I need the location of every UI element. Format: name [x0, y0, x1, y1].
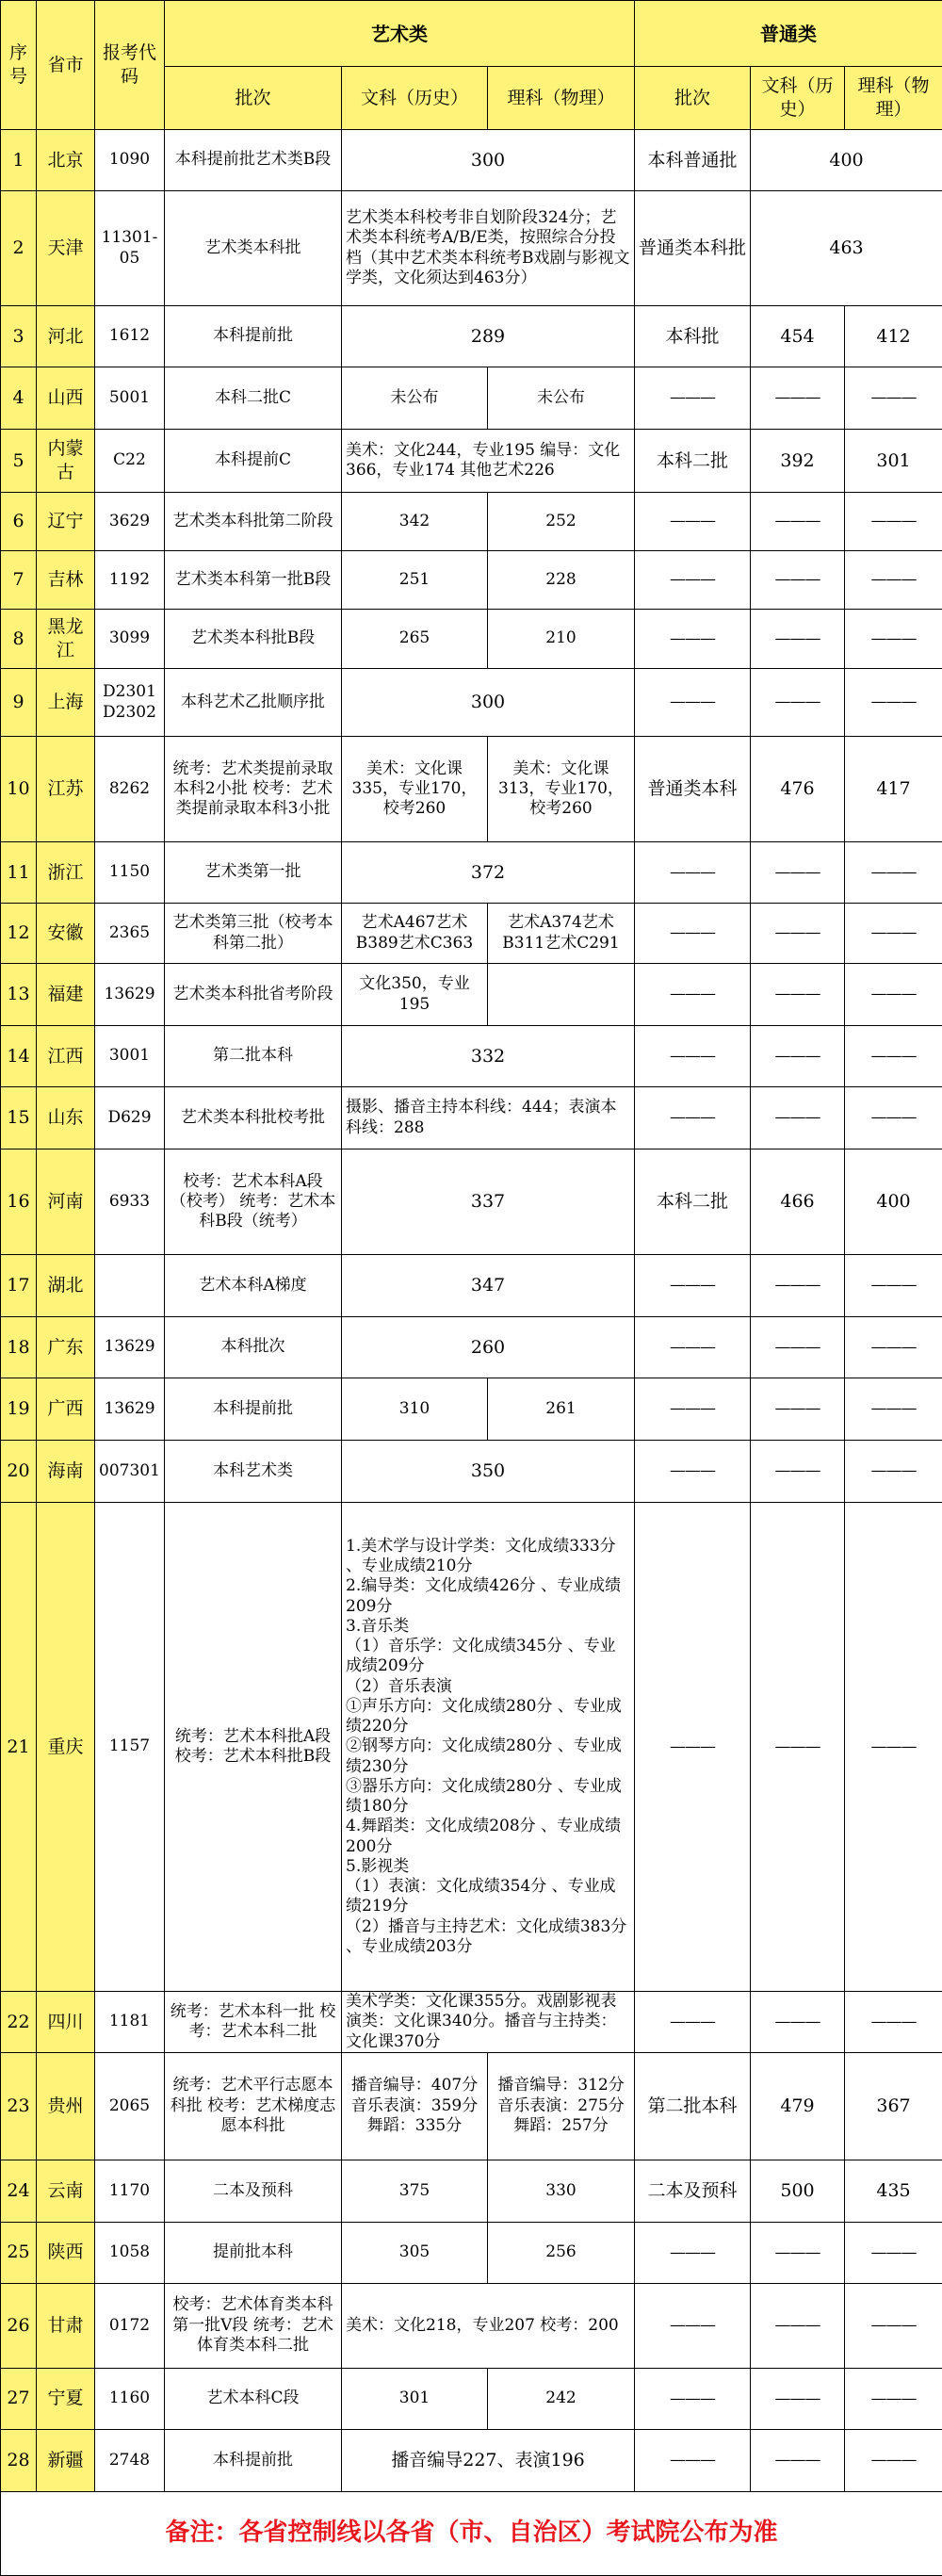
- province-cell: 海南: [37, 1441, 95, 1503]
- art-score-line: 1.美术学与设计学类：文化成绩333分 、专业成绩210分: [346, 1537, 630, 1577]
- province-cell: 贵州: [37, 2052, 95, 2160]
- art-batch-cell: 本科提前批: [165, 2429, 342, 2491]
- art-batch-cell: 统考：艺术平行志愿本科批 校考：艺术梯度志愿本科批: [165, 2052, 342, 2160]
- province-cell: 福建: [37, 964, 95, 1026]
- general-wen-cell: ———: [751, 1378, 845, 1441]
- art-li-cell: 播音编导：312分 音乐表演：275分 舞蹈：257分: [488, 2052, 635, 2160]
- table-row: [1, 1026, 942, 1087]
- province-cell: 山西: [37, 367, 95, 430]
- general-li-cell: ———: [845, 2368, 942, 2429]
- art-li-cell: 210: [488, 610, 635, 669]
- general-score-cell: 400: [751, 130, 942, 191]
- exam-code-cell: D629: [95, 1087, 165, 1149]
- general-wen-cell: ———: [751, 367, 845, 430]
- art-wen-cell: 艺术A467艺术B389艺术C363: [342, 904, 488, 964]
- general-wen-cell: ———: [751, 904, 845, 964]
- art-score-cell: 337: [342, 1149, 635, 1255]
- general-wen-cell: ———: [751, 2222, 845, 2283]
- general-batch-cell: ———: [635, 2368, 751, 2429]
- general-li-cell: ———: [845, 493, 942, 551]
- art-score-cell: 332: [342, 1026, 635, 1087]
- art-batch-cell: 第二批本科: [165, 1026, 342, 1087]
- general-batch-cell: ———: [635, 669, 751, 737]
- table-row: [1, 191, 942, 306]
- general-wen-cell: ———: [751, 1317, 845, 1378]
- general-wen-cell: 479: [751, 2052, 845, 2160]
- art-batch-cell: 统考：艺术本科一批 校考：艺术本科二批: [165, 1992, 342, 2053]
- general-li-cell: 412: [845, 306, 942, 367]
- art-score-line: ①声乐方向：文化成绩280分 、专业成绩220分: [346, 1697, 630, 1737]
- art-batch-cell: 统考：艺术本科批A段 校考：艺术本科批B段: [165, 1503, 342, 1992]
- table-row: [1, 306, 942, 367]
- general-li-cell: ———: [845, 2222, 942, 2283]
- general-wen-cell: ———: [751, 610, 845, 669]
- general-wen-cell: ———: [751, 964, 845, 1026]
- general-li-cell: ———: [845, 551, 942, 610]
- province-cell: 陕西: [37, 2222, 95, 2283]
- province-cell: 宁夏: [37, 2368, 95, 2429]
- general-li-cell: 435: [845, 2160, 942, 2222]
- art-batch-cell: 艺术类本科批B段: [165, 610, 342, 669]
- header-art-group: 艺术类: [165, 1, 635, 67]
- row-number: 20: [1, 1441, 37, 1503]
- art-li-cell: 未公布: [488, 367, 635, 430]
- general-batch-cell: ———: [635, 904, 751, 964]
- exam-code-cell: 13629: [95, 964, 165, 1026]
- art-batch-cell: 艺术本科A梯度: [165, 1255, 342, 1317]
- province-cell: 北京: [37, 130, 95, 191]
- general-score-cell: 463: [751, 191, 942, 306]
- province-cell: 四川: [37, 1992, 95, 2053]
- general-wen-cell: ———: [751, 1087, 845, 1149]
- general-batch-cell: ———: [635, 1378, 751, 1441]
- province-cell: 河南: [37, 1149, 95, 1255]
- general-batch-cell: 本科二批: [635, 1149, 751, 1255]
- art-score-line: （1）音乐学：文化成绩345分 、专业成绩209分: [346, 1637, 630, 1677]
- row-number: 17: [1, 1255, 37, 1317]
- art-wen-cell: 265: [342, 610, 488, 669]
- art-score-cell: 289: [342, 306, 635, 367]
- art-score-cell: 260: [342, 1317, 635, 1378]
- general-batch-cell: ———: [635, 1992, 751, 2053]
- art-li-cell: 256: [488, 2222, 635, 2283]
- general-li-cell: ———: [845, 1255, 942, 1317]
- art-batch-cell: 艺术类第一批: [165, 842, 342, 904]
- general-li-cell: ———: [845, 1992, 942, 2053]
- exam-code-cell: C22: [95, 430, 165, 493]
- province-cell: 上海: [37, 669, 95, 737]
- general-wen-cell: ———: [751, 551, 845, 610]
- table-row: [1, 842, 942, 904]
- general-li-cell: ———: [845, 2429, 942, 2491]
- art-score-cell: 摄影、播音主持本科线：444；表演本科线：288: [342, 1087, 635, 1149]
- art-li-cell: [488, 964, 635, 1026]
- art-wen-cell: 播音编导：407分 音乐表演：359分 舞蹈：335分: [342, 2052, 488, 2160]
- general-batch-cell: 普通类本科批: [635, 191, 751, 306]
- general-batch-cell: ———: [635, 2283, 751, 2368]
- exam-code-cell: 2748: [95, 2429, 165, 2491]
- table-row: [1, 2283, 942, 2368]
- art-score-cell: 350: [342, 1441, 635, 1503]
- province-cell: 浙江: [37, 842, 95, 904]
- general-batch-cell: 普通类本科: [635, 737, 751, 842]
- exam-code-cell: 3099: [95, 610, 165, 669]
- art-wen-cell: 301: [342, 2368, 488, 2429]
- art-batch-cell: 本科艺术类: [165, 1441, 342, 1503]
- general-li-cell: ———: [845, 610, 942, 669]
- general-li-cell: ———: [845, 1378, 942, 1441]
- table-row: [1, 1317, 942, 1378]
- table-row: [1, 1087, 942, 1149]
- general-wen-cell: ———: [751, 669, 845, 737]
- general-li-cell: 301: [845, 430, 942, 493]
- row-number: 2: [1, 191, 37, 306]
- row-number: 13: [1, 964, 37, 1026]
- art-batch-cell: 艺术类本科批第二阶段: [165, 493, 342, 551]
- art-score-cell: [342, 1503, 635, 1992]
- province-cell: 广西: [37, 1378, 95, 1441]
- general-wen-cell: 454: [751, 306, 845, 367]
- general-wen-cell: 466: [751, 1149, 845, 1255]
- general-batch-cell: 二本及预科: [635, 2160, 751, 2222]
- header-general-group: 普通类: [635, 1, 942, 67]
- table-row: [1, 1441, 942, 1503]
- general-wen-cell: ———: [751, 493, 845, 551]
- row-number: 12: [1, 904, 37, 964]
- table-row: [1, 1992, 942, 2053]
- general-li-cell: ———: [845, 1317, 942, 1378]
- province-cell: 天津: [37, 191, 95, 306]
- art-batch-cell: 艺术类本科批校考批: [165, 1087, 342, 1149]
- general-batch-cell: ———: [635, 610, 751, 669]
- general-li-cell: ———: [845, 1087, 942, 1149]
- art-batch-cell: 本科提前批: [165, 1378, 342, 1441]
- art-score-cell: 美术学类：文化课355分。戏剧影视表演类：文化课340分。播音与主持类：文化课370分: [342, 1992, 635, 2053]
- province-cell: 湖北: [37, 1255, 95, 1317]
- art-score-cell: 美术：文化218，专业207 校考：200: [342, 2283, 635, 2368]
- art-score-cell: 300: [342, 130, 635, 191]
- row-number: 8: [1, 610, 37, 669]
- art-li-cell: 美术：文化课313，专业170，校考260: [488, 737, 635, 842]
- table-row: [1, 430, 942, 493]
- general-li-cell: 417: [845, 737, 942, 842]
- exam-code-cell: 1090: [95, 130, 165, 191]
- general-batch-cell: 本科二批: [635, 430, 751, 493]
- exam-code-cell: 1058: [95, 2222, 165, 2283]
- general-wen-cell: ———: [751, 2429, 845, 2491]
- table-row: [1, 2052, 942, 2160]
- exam-code-cell: 2065: [95, 2052, 165, 2160]
- art-batch-cell: 提前批本科: [165, 2222, 342, 2283]
- province-cell: 山东: [37, 1087, 95, 1149]
- row-number: 10: [1, 737, 37, 842]
- art-score-cell: 美术：文化244，专业195 编导：文化366，专业174 其他艺术226: [342, 430, 635, 493]
- art-batch-cell: 艺术类本科批: [165, 191, 342, 306]
- art-batch-cell: 本科提前C: [165, 430, 342, 493]
- art-batch-cell: 校考：艺术体育类本科第一批V段 统考：艺术体育类本科二批: [165, 2283, 342, 2368]
- exam-code-cell: 2365: [95, 904, 165, 964]
- row-number: 18: [1, 1317, 37, 1378]
- province-cell: 辽宁: [37, 493, 95, 551]
- general-wen-cell: 500: [751, 2160, 845, 2222]
- general-wen-cell: 476: [751, 737, 845, 842]
- exam-code-cell: 3001: [95, 1026, 165, 1087]
- general-wen-cell: ———: [751, 842, 845, 904]
- province-cell: 广东: [37, 1317, 95, 1378]
- general-li-cell: ———: [845, 842, 942, 904]
- general-li-cell: 367: [845, 2052, 942, 2160]
- table-row: [1, 1149, 942, 1255]
- row-number: 4: [1, 367, 37, 430]
- row-number: 11: [1, 842, 37, 904]
- exam-code-cell: 5001: [95, 367, 165, 430]
- art-batch-cell: 校考：艺术本科A段（校考） 统考：艺术本科B段（统考）: [165, 1149, 342, 1255]
- row-number: 1: [1, 130, 37, 191]
- general-wen-cell: ———: [751, 1255, 845, 1317]
- exam-code-cell: 1150: [95, 842, 165, 904]
- art-wen-cell: 美术：文化课335，专业170，校考260: [342, 737, 488, 842]
- general-batch-cell: ———: [635, 2222, 751, 2283]
- art-wen-cell: 251: [342, 551, 488, 610]
- general-batch-cell: ———: [635, 1087, 751, 1149]
- exam-code-cell: 13629: [95, 1317, 165, 1378]
- row-number: 21: [1, 1503, 37, 1992]
- table-row: [1, 2368, 942, 2429]
- table-row: [1, 2222, 942, 2283]
- row-number: 26: [1, 2283, 37, 2368]
- general-li-cell: ———: [845, 1026, 942, 1087]
- table-row: [1, 737, 942, 842]
- art-batch-cell: 统考：艺术类提前录取本科2小批 校考：艺术类提前录取本科3小批: [165, 737, 342, 842]
- art-score-line: （2）音乐表演: [346, 1677, 630, 1697]
- general-li-cell: ———: [845, 964, 942, 1026]
- header-code: 报考代码: [95, 1, 165, 130]
- province-cell: 河北: [37, 306, 95, 367]
- header-gen-wen: 文科（历史）: [751, 67, 845, 130]
- province-cell: 江苏: [37, 737, 95, 842]
- exam-code-cell: 6933: [95, 1149, 165, 1255]
- exam-code-cell: 1181: [95, 1992, 165, 2053]
- art-score-cell: 300: [342, 669, 635, 737]
- table-row: [1, 610, 942, 669]
- general-li-cell: ———: [845, 1441, 942, 1503]
- general-batch-cell: ———: [635, 1441, 751, 1503]
- art-li-cell: 252: [488, 493, 635, 551]
- general-batch-cell: ———: [635, 1255, 751, 1317]
- row-number: 25: [1, 2222, 37, 2283]
- general-wen-cell: 392: [751, 430, 845, 493]
- general-batch-cell: ———: [635, 2429, 751, 2491]
- general-batch-cell: ———: [635, 1317, 751, 1378]
- exam-code-cell: 1612: [95, 306, 165, 367]
- general-li-cell: ———: [845, 904, 942, 964]
- table-row: [1, 551, 942, 610]
- general-wen-cell: ———: [751, 1026, 845, 1087]
- table-row: [1, 904, 942, 964]
- table-row: [1, 367, 942, 430]
- art-wen-cell: 未公布: [342, 367, 488, 430]
- header-gen-batch: 批次: [635, 67, 751, 130]
- art-score-cell: 372: [342, 842, 635, 904]
- art-wen-cell: 310: [342, 1378, 488, 1441]
- general-li-cell: ———: [845, 2283, 942, 2368]
- art-batch-cell: 艺术类本科第一批B段: [165, 551, 342, 610]
- art-score-line: （2）播音与主持艺术：文化成绩383分 、专业成绩203分: [346, 1917, 630, 1958]
- art-score-line: （1）表演：文化成绩354分 、专业成绩219分: [346, 1877, 630, 1917]
- row-number: 14: [1, 1026, 37, 1087]
- art-score-line: ②钢琴方向：文化成绩280分 、专业成绩230分: [346, 1736, 630, 1777]
- table-row: [1, 1378, 942, 1441]
- exam-code-cell: 0172: [95, 2283, 165, 2368]
- art-score-cell: 播音编导227、表演196: [342, 2429, 635, 2491]
- row-number: 9: [1, 669, 37, 737]
- art-li-cell: 242: [488, 2368, 635, 2429]
- general-batch-cell: 本科批: [635, 306, 751, 367]
- art-batch-cell: 艺术本科C段: [165, 2368, 342, 2429]
- province-cell: 新疆: [37, 2429, 95, 2491]
- province-cell: 甘肃: [37, 2283, 95, 2368]
- exam-code-cell: 1160: [95, 2368, 165, 2429]
- general-batch-cell: ———: [635, 964, 751, 1026]
- row-number: 28: [1, 2429, 37, 2491]
- table-row: [1, 669, 942, 737]
- exam-code-cell: 1170: [95, 2160, 165, 2222]
- art-wen-cell: 文化350，专业195: [342, 964, 488, 1026]
- province-cell: 安徽: [37, 904, 95, 964]
- general-batch-cell: ———: [635, 1503, 751, 1992]
- row-number: 19: [1, 1378, 37, 1441]
- header-art-batch: 批次: [165, 67, 342, 130]
- art-wen-cell: 305: [342, 2222, 488, 2283]
- header-seq: 序号: [1, 1, 37, 130]
- general-wen-cell: ———: [751, 1503, 845, 1992]
- art-batch-cell: 本科提前批: [165, 306, 342, 367]
- art-score-cell: 347: [342, 1255, 635, 1317]
- exam-code-cell: 8262: [95, 737, 165, 842]
- art-batch-cell: 本科批次: [165, 1317, 342, 1378]
- art-batch-cell: 本科二批C: [165, 367, 342, 430]
- general-wen-cell: ———: [751, 1441, 845, 1503]
- row-number: 3: [1, 306, 37, 367]
- art-batch-cell: 艺术类第三批（校考本科第二批）: [165, 904, 342, 964]
- art-batch-cell: 二本及预科: [165, 2160, 342, 2222]
- exam-code-cell: 13629: [95, 1378, 165, 1441]
- exam-code-cell: 1192: [95, 551, 165, 610]
- art-score-line: ③器乐方向：文化成绩280分 、专业成绩180分: [346, 1777, 630, 1818]
- province-cell: 黑龙江: [37, 610, 95, 669]
- art-batch-cell: 艺术类本科批省考阶段: [165, 964, 342, 1026]
- art-batch-cell: 本科艺术乙批顺序批: [165, 669, 342, 737]
- header-gen-li: 理科（物理）: [845, 67, 942, 130]
- table-row: [1, 1503, 942, 1992]
- art-score-line: 5.影视类: [346, 1857, 630, 1877]
- exam-code-cell: 007301: [95, 1441, 165, 1503]
- art-score-line: 4.舞蹈类：文化成绩208分 、专业成绩200分: [346, 1817, 630, 1857]
- general-wen-cell: ———: [751, 1992, 845, 2053]
- general-li-cell: ———: [845, 367, 942, 430]
- province-cell: 重庆: [37, 1503, 95, 1992]
- exam-code-cell: 1157: [95, 1503, 165, 1992]
- general-batch-cell: ———: [635, 1026, 751, 1087]
- province-cell: 云南: [37, 2160, 95, 2222]
- table-row: [1, 1255, 942, 1317]
- row-number: 7: [1, 551, 37, 610]
- art-wen-cell: 342: [342, 493, 488, 551]
- art-li-cell: 228: [488, 551, 635, 610]
- header-province: 省市: [37, 1, 95, 130]
- art-score-line: 2.编导类：文化成绩426分 、专业成绩209分: [346, 1576, 630, 1617]
- general-batch-cell: 第二批本科: [635, 2052, 751, 2160]
- table-row: [1, 2160, 942, 2222]
- art-score-cell: 艺术类本科校考非自划阶段324分；艺术类本科统考A/B/E类，按照综合分投档（其中艺术类本科统考B戏剧与影视文学类，文化须达到463分）: [342, 191, 635, 306]
- general-batch-cell: ———: [635, 551, 751, 610]
- footer-note: 备注：各省控制线以各省（市、自治区）考试院公布为准: [1, 2491, 942, 2575]
- general-li-cell: ———: [845, 1503, 942, 1992]
- general-batch-cell: ———: [635, 842, 751, 904]
- province-cell: 江西: [37, 1026, 95, 1087]
- exam-code-cell: 3629: [95, 493, 165, 551]
- exam-code-cell: [95, 1255, 165, 1317]
- table-row: [1, 2429, 942, 2491]
- art-batch-cell: 本科提前批艺术类B段: [165, 130, 342, 191]
- table-row: [1, 964, 942, 1026]
- province-cell: 吉林: [37, 551, 95, 610]
- row-number: 6: [1, 493, 37, 551]
- art-li-cell: 330: [488, 2160, 635, 2222]
- general-wen-cell: ———: [751, 2283, 845, 2368]
- row-number: 27: [1, 2368, 37, 2429]
- exam-code-cell: 11301-05: [95, 191, 165, 306]
- row-number: 23: [1, 2052, 37, 2160]
- header-art-li: 理科（物理）: [488, 67, 635, 130]
- row-number: 16: [1, 1149, 37, 1255]
- row-number: 24: [1, 2160, 37, 2222]
- row-number: 22: [1, 1992, 37, 2053]
- row-number: 15: [1, 1087, 37, 1149]
- general-batch-cell: ———: [635, 493, 751, 551]
- row-number: 5: [1, 430, 37, 493]
- general-batch-cell: ———: [635, 367, 751, 430]
- general-li-cell: 400: [845, 1149, 942, 1255]
- art-li-cell: 261: [488, 1378, 635, 1441]
- header-art-wen: 文科（历史）: [342, 67, 488, 130]
- table-row: [1, 493, 942, 551]
- table-row: [1, 130, 942, 191]
- art-wen-cell: 375: [342, 2160, 488, 2222]
- province-cell: 内蒙古: [37, 430, 95, 493]
- general-batch-cell: 本科普通批: [635, 130, 751, 191]
- exam-code-cell: D2301 D2302: [95, 669, 165, 737]
- art-score-line: 3.音乐类: [346, 1617, 630, 1637]
- general-li-cell: ———: [845, 669, 942, 737]
- art-li-cell: 艺术A374艺术B311艺术C291: [488, 904, 635, 964]
- general-wen-cell: ———: [751, 2368, 845, 2429]
